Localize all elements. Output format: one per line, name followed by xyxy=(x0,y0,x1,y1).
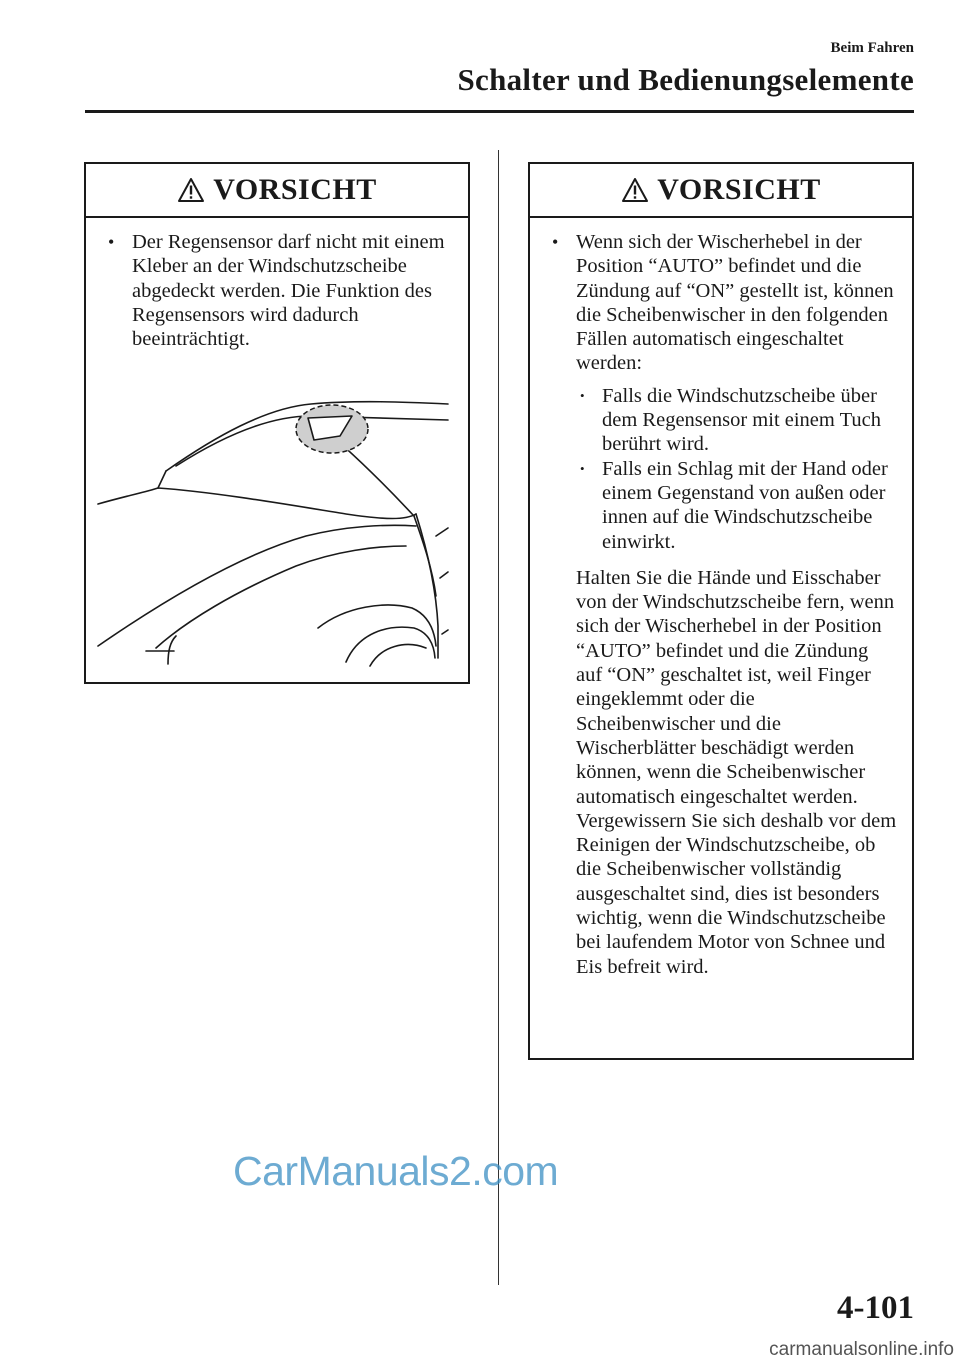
caution-bullet: • Wenn sich der Wischerhebel in der Position “AUTO” befindet und die Zündung auf “ON” gestellt ist, können die Scheibenwischer in den folgenden Fällen automatisch eingeschaltet werden: xyxy=(548,230,898,376)
page-number: 4-101 xyxy=(837,1290,914,1326)
caution-title: VORSICHT xyxy=(213,173,377,206)
header-section-label: Beim Fahren xyxy=(830,40,914,56)
caution-body-right xyxy=(530,218,912,995)
caution-heading-right xyxy=(530,164,912,218)
caution-paragraph: Halten Sie die Hände und Eisschaber von der Windschutzscheibe fern, wenn sich der Wischerhebel in der Position “AUTO” befindet und die Zündung auf “ON” geschaltet ist, weil Finger eingeklemmt oder die Scheibenwischer und die Wischerblätter beschädigt werden können, wenn die Scheibenwischer automatisch eingeschaltet werden. Vergewissern Sie sich deshalb vor dem Reinigen der Windschutzscheibe, ob die Scheibenwischer vollständig ausgeschaltet sind, dies ist besonders wichtig, wenn die Windschutzscheibe bei laufendem Motor von Schnee und Eis befreit wird. xyxy=(576,566,897,978)
caution-sub-item: • Falls ein Schlag mit der Hand oder einem Gegenstand von außen oder innen auf die Windschutzscheibe einwirkt. xyxy=(576,457,898,554)
page-title: Schalter und Bedienungselemente xyxy=(457,62,914,97)
caution-heading-left xyxy=(86,164,468,218)
caution-sub-list xyxy=(548,384,898,554)
caution-box-right xyxy=(528,162,914,1060)
header-rule xyxy=(85,110,914,113)
warning-triangle-icon xyxy=(177,177,205,203)
caution-box-left xyxy=(84,162,470,684)
rain-sensor-illustration xyxy=(96,396,460,668)
caution-title: VORSICHT xyxy=(657,173,821,206)
caution-body-left xyxy=(86,218,468,367)
caution-sub-item: • Falls die Windschutzscheibe über dem Regensensor mit einem Tuch berührt wird. xyxy=(576,384,898,457)
column-divider xyxy=(498,150,499,1285)
warning-triangle-icon xyxy=(621,177,649,203)
footer-site-watermark: carmanualsonline.info xyxy=(769,1339,954,1360)
caution-bullet: • Der Regensensor darf nicht mit einem Kleber an der Windschutzscheibe abgedeckt werden. Die Funktion des Regensensors wird dadurch beeinträchtigt. xyxy=(104,230,454,351)
watermark-logo: CarManuals2.com xyxy=(233,1148,559,1194)
